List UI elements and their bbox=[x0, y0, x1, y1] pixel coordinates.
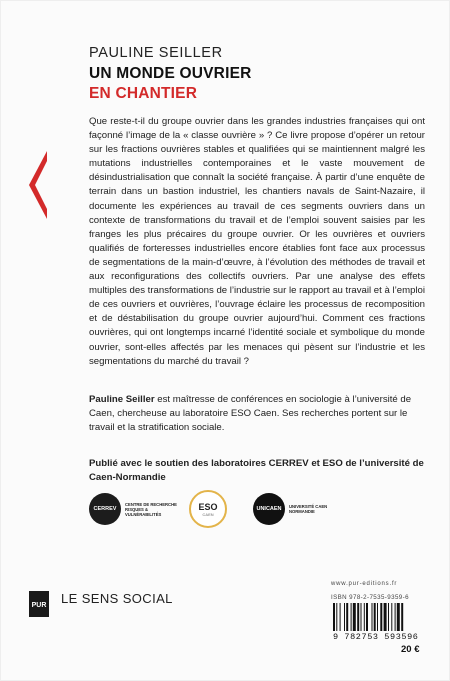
unicaen-logo-mark: UNICAEN bbox=[253, 493, 285, 525]
eso-logo-mark bbox=[189, 490, 227, 528]
cerrev-logo bbox=[89, 493, 185, 525]
eso-logo-text: ESO bbox=[198, 501, 218, 512]
isbn-number: ISBN 978-2-7535-9359-6 bbox=[331, 594, 409, 601]
publisher-website: www.pur-editions.fr bbox=[331, 581, 398, 587]
author-bio-name: Pauline Seiller bbox=[89, 394, 155, 405]
back-cover-summary: Que reste-t-il du groupe ouvrier dans les grandes industries françaises qui ont façonné l’image de la « classe ouvrière » ? Ce livre propose d’opérer un retour sur les fractions ouvrières stables et qualifiées qui se maintiennent malgré les mutations industrielles contemporaines et le vaste mouvement de désindustrialisation que connaît la société française. À partir d’une enquête de terrain dans un bastion industriel, les chantiers navals de Saint-Nazaire, il documente les expériences au travail de ces segments ouvriers dans un contexte de transformations du travail et de l’emploi souvent saisies par les franges les plus précaires du groupe ouvrier. Or les ouvrières et ouvriers qualifiés de forteresses industrielles encore établies font face aux processus de segmentations de la main-d’œuvre, à l’évolution des méthodes de travail et aux reconfigurations des collectifs ouvriers. Par une analyse des effets multiples des transformations de l’industrie sur le rapport au travail et à l’emploi de ces ouvriers et ouvrières, l’ouvrage éclaire les processus de recomposition et de déstabilisation du groupe ouvrier aujourd’hui. Comment ces fractions ouvrières, qui ont longtemps incarné l’identité sociale et symbolique du monde ouvrier, sont-elles affectés par les menaces qui pèsent sur l’industrie et les segmentations du marché du travail ? bbox=[89, 116, 425, 367]
cerrev-logo-mark: CERREV bbox=[89, 493, 121, 525]
author-bio-text: est maîtresse de conférences en sociologie à l’université de Caen, chercheuse au laboratoire ESO Caen. Ses recherches portent sur le travail et la stratification sociale. bbox=[89, 394, 412, 434]
price: 20 € bbox=[401, 644, 420, 655]
barcode-digits: 9 782753 593596 bbox=[333, 632, 419, 642]
barcode-icon bbox=[333, 603, 423, 631]
unicaen-logo-caption: UNIVERSITÉ CAEN NORMANDIE bbox=[289, 504, 328, 514]
unicaen-logo bbox=[253, 493, 331, 525]
red-arrow-icon bbox=[29, 151, 47, 219]
author-bio bbox=[89, 393, 425, 435]
pur-publisher-logo bbox=[29, 591, 49, 617]
pur-logo-text: PUR bbox=[31, 602, 47, 609]
author-name: PAULINE SEILLER bbox=[89, 45, 223, 61]
book-title-line-1: UN MONDE OUVRIER bbox=[89, 65, 252, 82]
cerrev-logo-caption: CENTRE DE RECHERCHE RISQUES & VULNÉRABILITÉS bbox=[125, 501, 177, 517]
eso-logo-subtext: CAEN bbox=[202, 511, 214, 517]
eso-caen-logo bbox=[189, 490, 227, 528]
collection-name: LE SENS SOCIAL bbox=[61, 591, 173, 606]
book-title-line-2: EN CHANTIER bbox=[89, 85, 198, 102]
support-statement: Publié avec le soutien des laboratoires CERREV et ESO de l’université de Caen-Normandie bbox=[89, 458, 424, 484]
